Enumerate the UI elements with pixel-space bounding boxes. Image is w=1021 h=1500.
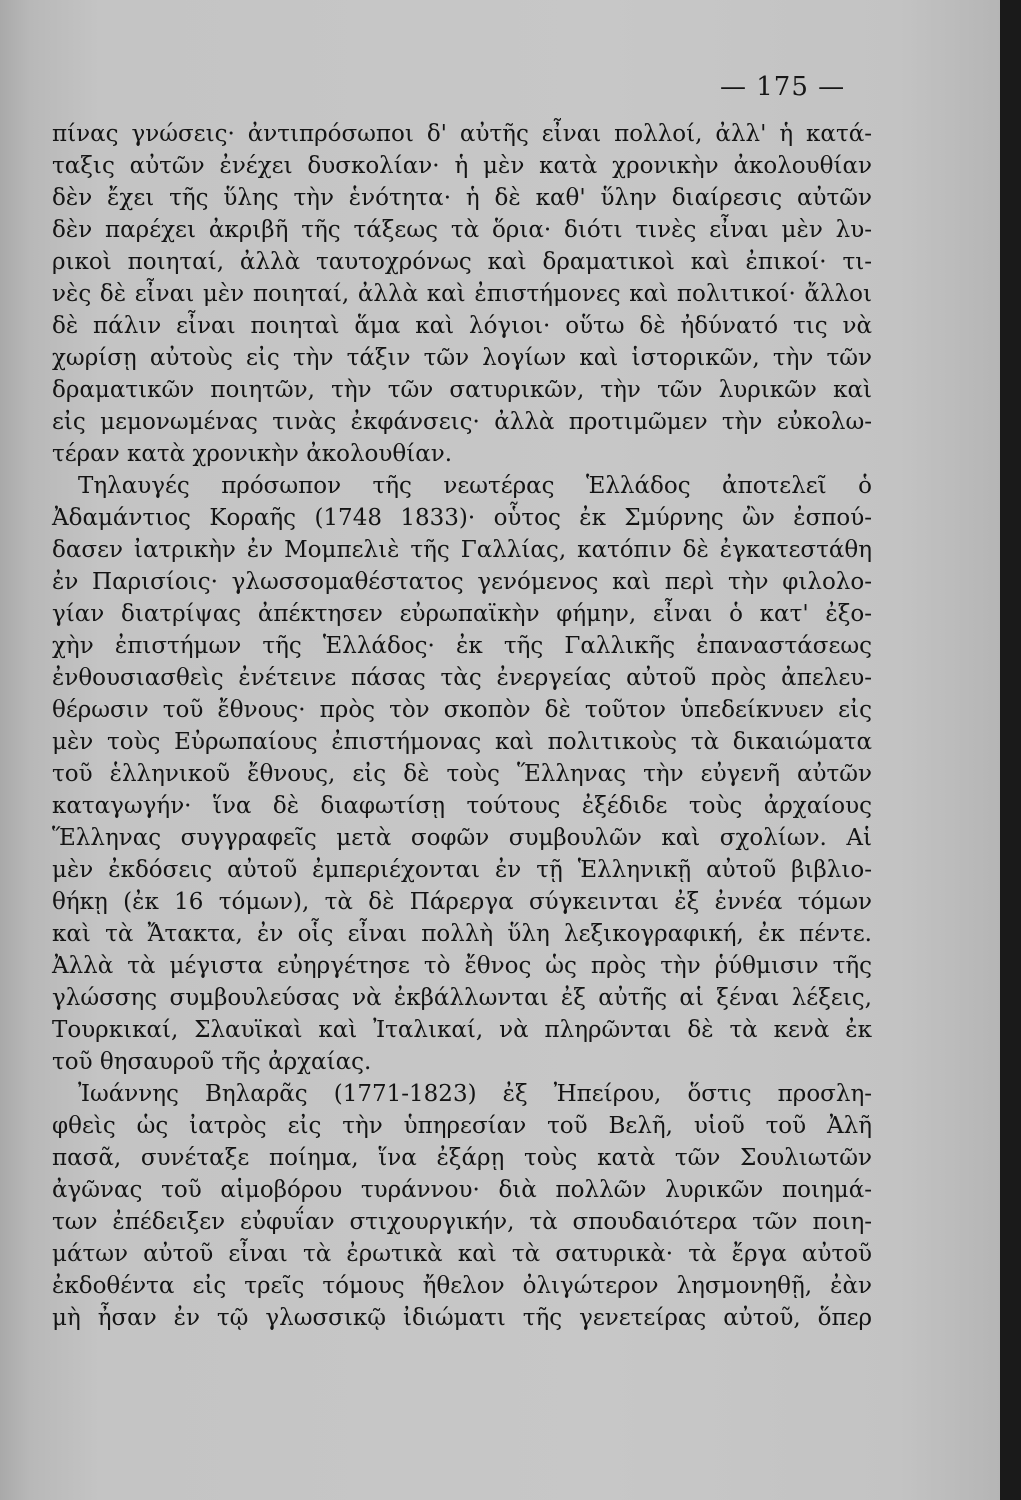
text-line: Ἰωάννης Βηλαρᾶς (1771-1823) ἐξ Ἠπείρου, ὅστις προσλη-	[78, 1081, 872, 1107]
text-line: τοῦ ἑλληνικοῦ ἔθνους, εἰς δὲ τοὺς Ἕλληνας τὴν εὐγενῆ αὐτῶν	[52, 761, 872, 787]
text-line: μὴ ἦσαν ἐν τῷ γλωσσικῷ ἰδιώματι τῆς γενετείρας αὐτοῦ, ὅπερ	[52, 1305, 872, 1331]
text-line: δὲ πάλιν εἶναι ποιηταὶ ἅμα καὶ λόγιοι· οὕτω δὲ ἠδύνατό τις νὰ	[52, 313, 872, 339]
text-line: Ἀλλὰ τὰ μέγιστα εὐηργέτησε τὸ ἔθνος ὡς πρὸς τὴν ῥύθμισιν τῆς	[52, 953, 872, 979]
text-line: Ἀδαμάντιος Κοραῆς (1748 1833)· οὗτος ἐκ Σμύρνης ὢν ἐσπού-	[52, 505, 872, 531]
text-line: γλώσσης συμβουλεύσας νὰ ἐκβάλλωνται ἐξ αὐτῆς αἱ ξέναι λέξεις,	[52, 985, 872, 1011]
text-line: φθεὶς ὡς ἰατρὸς εἰς τὴν ὑπηρεσίαν τοῦ Βελῆ, υἱοῦ τοῦ Ἀλῆ	[52, 1113, 872, 1139]
text-line: δὲν παρέχει ἀκριβῆ τῆς τάξεως τὰ ὅρια· διότι τινὲς εἶναι μὲν λυ-	[52, 217, 872, 243]
text-line: μάτων αὐτοῦ εἶναι τὰ ἐρωτικὰ καὶ τὰ σατυρικὰ· τὰ ἔργα αὐτοῦ	[52, 1241, 872, 1267]
text-line: δραματικῶν ποιητῶν, τὴν τῶν σατυρικῶν, τὴν τῶν λυρικῶν καὶ	[52, 377, 872, 403]
text-line: καταγωγήν· ἵνα δὲ διαφωτίσῃ τούτους ἐξέδιδε τοὺς ἀρχαίους	[52, 793, 872, 819]
text-line: νὲς δὲ εἶναι μὲν ποιηταί, ἀλλὰ καὶ ἐπιστήμονες καὶ πολιτικοί· ἄλλοι	[52, 281, 872, 307]
text-line: τοῦ θησαυροῦ τῆς ἀρχαίας.	[52, 1049, 372, 1075]
text-line: θήκῃ (ἐκ 16 τόμων), τὰ δὲ Πάρεργα σύγκεινται ἐξ ἐννέα τόμων	[52, 889, 872, 915]
text-line: τέραν κατὰ χρονικὴν ἀκολουθίαν.	[52, 441, 453, 467]
text-line: Ἕλληνας συγγραφεῖς μετὰ σοφῶν συμβουλῶν καὶ σχολίων. Αἱ	[52, 825, 872, 851]
text-line: εἰς μεμονωμένας τινὰς ἐκφάνσεις· ἀλλὰ προτιμῶμεν τὴν εὐκολω-	[52, 409, 872, 435]
text-line: μὲν ἐκδόσεις αὐτοῦ ἐμπεριέχονται ἐν τῇ Ἑλληνικῇ αὐτοῦ βιβλιο-	[52, 857, 872, 883]
text-line: δασεν ἰατρικὴν ἐν Μομπελιὲ τῆς Γαλλίας, κατόπιν δὲ ἐγκατεστάθη	[52, 537, 872, 563]
text-line: θέρωσιν τοῦ ἔθνους· πρὸς τὸν σκοπὸν δὲ τοῦτον ὑπεδείκνυεν εἰς	[52, 697, 872, 723]
page-number: — 175 —	[720, 72, 846, 102]
text-line: καὶ τὰ Ἄτακτα, ἐν οἷς εἶναι πολλὴ ὕλη λεξικογραφική, ἐκ πέντε.	[52, 921, 872, 947]
text-line: ἐν Παρισίοις· γλωσσομαθέστατος γενόμενος καὶ περὶ τὴν φιλολο-	[52, 569, 872, 595]
text-line: πασᾶ, συνέταξε ποίημα, ἵνα ἐξάρῃ τοὺς κατὰ τῶν Σουλιωτῶν	[52, 1145, 872, 1171]
text-line: γίαν διατρίψας ἀπέκτησεν εὐρωπαϊκὴν φήμην, εἶναι ὁ κατ' ἐξο-	[52, 601, 872, 627]
text-line: ἐκδοθέντα εἰς τρεῖς τόμους ἤθελον ὀλιγώτερον λησμονηθῇ, ἐὰν	[52, 1273, 872, 1299]
text-line: ἀγῶνας τοῦ αἱμοβόρου τυράννου· διὰ πολλῶν λυρικῶν ποιημά-	[52, 1177, 872, 1203]
text-line: πίνας γνώσεις· ἀντιπρόσωποι δ' αὐτῆς εἶναι πολλοί, ἀλλ' ἡ κατά-	[52, 121, 872, 147]
text-line: χωρίσῃ αὐτοὺς εἰς τὴν τάξιν τῶν λογίων καὶ ἱστορικῶν, τὴν τῶν	[52, 345, 872, 371]
text-line: χὴν ἐπιστήμων τῆς Ἑλλάδος· ἐκ τῆς Γαλλικῆς ἐπαναστάσεως	[52, 633, 872, 659]
text-line: Τηλαυγές πρόσωπον τῆς νεωτέρας Ἑλλάδος ἀποτελεῖ ὁ	[78, 473, 872, 499]
text-line: δὲν ἔχει τῆς ὕλης τὴν ἑνότητα· ἡ δὲ καθ' ὕλην διαίρεσις αὐτῶν	[52, 185, 872, 211]
text-line: των ἐπέδειξεν εὐφυΐαν στιχουργικήν, τὰ σπουδαιότερα τῶν ποιη-	[52, 1209, 872, 1235]
text-line: Τουρκικαί, Σλαυϊκαὶ καὶ Ἰταλικαί, νὰ πληρῶνται δὲ τὰ κενὰ ἐκ	[52, 1017, 872, 1043]
text-line: μὲν τοὺς Εὐρωπαίους ἐπιστήμονας καὶ πολιτικοὺς τὰ δικαιώματα	[52, 729, 872, 755]
text-line: ταξις αὐτῶν ἐνέχει δυσκολίαν· ἡ μὲν κατὰ χρονικὴν ἀκολουθίαν	[52, 153, 872, 179]
body-text	[52, 118, 872, 1334]
text-line: ρικοὶ ποιηταί, ἀλλὰ ταυτοχρόνως καὶ δραματικοὶ καὶ ἐπικοί· τι-	[52, 249, 872, 275]
text-line: ἐνθουσιασθεὶς ἐνέτεινε πάσας τὰς ἐνεργείας αὐτοῦ πρὸς ἀπελευ-	[52, 665, 872, 691]
